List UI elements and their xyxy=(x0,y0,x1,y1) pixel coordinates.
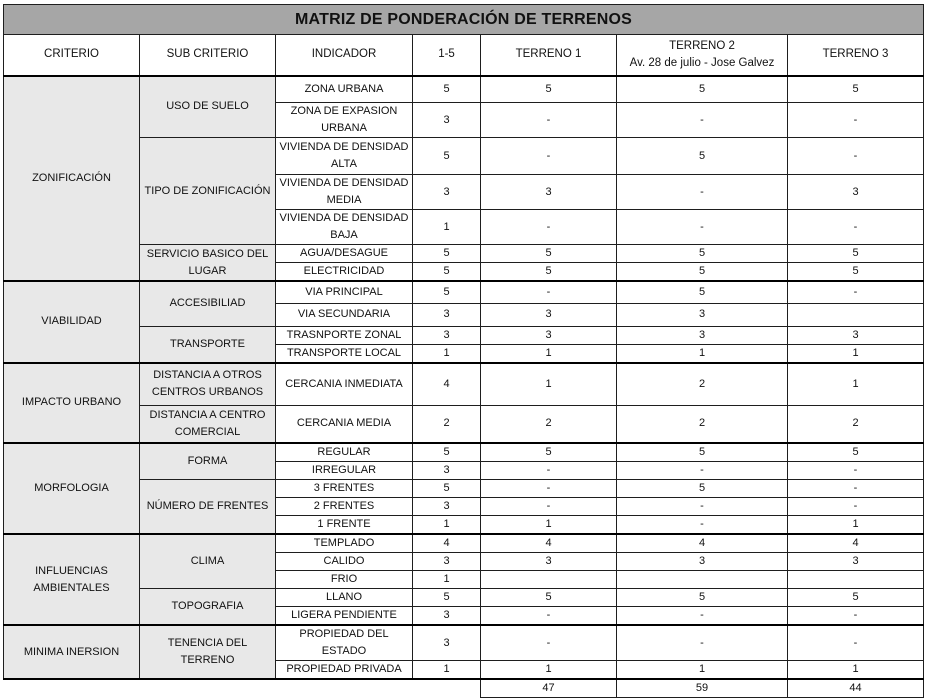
criterion-cell: ZONIFICACIÓN xyxy=(4,76,140,282)
scale-cell: 4 xyxy=(413,534,481,553)
terreno-1-score: - xyxy=(481,497,617,515)
terreno-2-score: 2 xyxy=(617,363,788,406)
terreno-1-score: - xyxy=(481,103,617,138)
terreno-3-score: 3 xyxy=(788,175,924,210)
terreno-2-score: 1 xyxy=(617,661,788,680)
terreno-3-score: - xyxy=(788,625,924,661)
terreno-3-score: - xyxy=(788,461,924,479)
terreno-3-score xyxy=(788,303,924,326)
scale-cell: 3 xyxy=(413,607,481,626)
terreno-1-score: 5 xyxy=(481,76,617,103)
scale-cell: 1 xyxy=(413,210,481,245)
scale-cell: 3 xyxy=(413,175,481,210)
scale-cell: 2 xyxy=(413,406,481,443)
terreno-2-score: - xyxy=(617,210,788,245)
terreno-1-score: 3 xyxy=(481,303,617,326)
subcriterion-cell: SERVICIO BASICO DEL LUGAR xyxy=(140,245,276,282)
terreno-3-score: 2 xyxy=(788,406,924,443)
indicator-cell: LLANO xyxy=(276,589,413,607)
terreno-2-score: 4 xyxy=(617,534,788,553)
weighting-matrix-table xyxy=(3,4,924,698)
terreno-1-score: 5 xyxy=(481,443,617,462)
scale-cell: 5 xyxy=(413,589,481,607)
table-row xyxy=(4,326,924,344)
scale-cell: 5 xyxy=(413,245,481,263)
subcriterion-cell: TOPOGRAFIA xyxy=(140,589,276,626)
empty-cell xyxy=(140,679,276,698)
terreno-3-score: 1 xyxy=(788,515,924,534)
header-indicador: INDICADOR xyxy=(276,35,413,76)
terreno-1-score: 1 xyxy=(481,344,617,363)
criterion-cell: IMPACTO URBANO xyxy=(4,363,140,443)
title-row xyxy=(4,5,924,35)
header-terreno-2-address: Av. 28 de julio - Jose Galvez xyxy=(629,56,775,69)
terreno-2-score: - xyxy=(617,103,788,138)
terreno-1-score: - xyxy=(481,138,617,175)
indicator-cell: FRIO xyxy=(276,571,413,589)
terreno-2-score: 5 xyxy=(617,281,788,303)
terreno-2-score: - xyxy=(617,515,788,534)
table-row xyxy=(4,363,924,406)
header-scale: 1-5 xyxy=(413,35,481,76)
indicator-cell: 1 FRENTE xyxy=(276,515,413,534)
terreno-1-score: 3 xyxy=(481,175,617,210)
indicator-cell: 3 FRENTES xyxy=(276,479,413,497)
terreno-3-score: 5 xyxy=(788,76,924,103)
table-row xyxy=(4,76,924,103)
scale-cell: 3 xyxy=(413,303,481,326)
terreno-1-score: 5 xyxy=(481,589,617,607)
empty-cell xyxy=(276,679,413,698)
terreno-3-score: 1 xyxy=(788,661,924,680)
terreno-3-score: - xyxy=(788,281,924,303)
criterion-cell: INFLUENCIAS AMBIENTALES xyxy=(4,534,140,625)
indicator-cell: VIVIENDA DE DENSIDAD ALTA xyxy=(276,138,413,175)
scale-cell: 1 xyxy=(413,515,481,534)
indicator-cell: VIVIENDA DE DENSIDAD MEDIA xyxy=(276,175,413,210)
terreno-3-score: 3 xyxy=(788,553,924,571)
terreno-3-score: - xyxy=(788,210,924,245)
terreno-2-score: 5 xyxy=(617,76,788,103)
terreno-2-score: - xyxy=(617,625,788,661)
terreno-1-score: - xyxy=(481,461,617,479)
terreno-2-score: 5 xyxy=(617,589,788,607)
indicator-cell: PROPIEDAD DEL ESTADO xyxy=(276,625,413,661)
terreno-3-score: 5 xyxy=(788,443,924,462)
terreno-3-score: - xyxy=(788,607,924,626)
terreno-2-score: 5 xyxy=(617,245,788,263)
indicator-cell: IRREGULAR xyxy=(276,461,413,479)
terreno-2-score xyxy=(617,571,788,589)
terreno-3-score: - xyxy=(788,497,924,515)
subcriterion-cell: FORMA xyxy=(140,443,276,480)
terreno-1-score: 5 xyxy=(481,263,617,282)
indicator-cell: VIA SECUNDARIA xyxy=(276,303,413,326)
terreno-3-score: - xyxy=(788,103,924,138)
terreno-3-score: 5 xyxy=(788,245,924,263)
terreno-1-score: - xyxy=(481,210,617,245)
scale-cell: 3 xyxy=(413,461,481,479)
indicator-cell: VIVIENDA DE DENSIDAD BAJA xyxy=(276,210,413,245)
terreno-3-score: - xyxy=(788,479,924,497)
matrix-title: MATRIZ DE PONDERACIÓN DE TERRENOS xyxy=(4,5,924,35)
terreno-1-score: 1 xyxy=(481,363,617,406)
header-row xyxy=(4,35,924,76)
scale-cell: 3 xyxy=(413,553,481,571)
terreno-1-score xyxy=(481,571,617,589)
scale-cell: 3 xyxy=(413,326,481,344)
indicator-cell: CALIDO xyxy=(276,553,413,571)
indicator-cell: CERCANIA MEDIA xyxy=(276,406,413,443)
header-sub-criterio: SUB CRITERIO xyxy=(140,35,276,76)
terreno-2-score: 5 xyxy=(617,479,788,497)
indicator-cell: LIGERA PENDIENTE xyxy=(276,607,413,626)
scale-cell: 3 xyxy=(413,103,481,138)
terreno-1-score: 1 xyxy=(481,515,617,534)
subcriterion-cell: DISTANCIA A CENTRO COMERCIAL xyxy=(140,406,276,443)
header-terreno-2 xyxy=(617,35,788,76)
subcriterion-cell: CLIMA xyxy=(140,534,276,589)
terreno-1-score: 3 xyxy=(481,326,617,344)
scale-cell: 3 xyxy=(413,497,481,515)
header-criterio: CRITERIO xyxy=(4,35,140,76)
terreno-1-score: 2 xyxy=(481,406,617,443)
scale-cell: 4 xyxy=(413,363,481,406)
terreno-2-score: - xyxy=(617,175,788,210)
subcriterion-cell: NÚMERO DE FRENTES xyxy=(140,479,276,534)
terreno-1-score: 5 xyxy=(481,245,617,263)
terreno-1-score: - xyxy=(481,281,617,303)
scale-cell: 3 xyxy=(413,625,481,661)
terreno-1-score: 1 xyxy=(481,661,617,680)
terreno-2-score: 5 xyxy=(617,443,788,462)
header-terreno-3: TERRENO 3 xyxy=(788,35,924,76)
terreno-3-score: 1 xyxy=(788,344,924,363)
terreno-1-total: 47 xyxy=(481,679,617,698)
scale-cell: 1 xyxy=(413,571,481,589)
terreno-2-score: - xyxy=(617,497,788,515)
subcriterion-cell: DISTANCIA A OTROS CENTROS URBANOS xyxy=(140,363,276,406)
terreno-1-score: - xyxy=(481,607,617,626)
empty-cell xyxy=(413,679,481,698)
terreno-1-score: 3 xyxy=(481,553,617,571)
table-row xyxy=(4,281,924,303)
terreno-2-score: - xyxy=(617,461,788,479)
scale-cell: 5 xyxy=(413,443,481,462)
terreno-3-total: 44 xyxy=(788,679,924,698)
scale-cell: 1 xyxy=(413,661,481,680)
terreno-2-score: 3 xyxy=(617,553,788,571)
terreno-2-score: 3 xyxy=(617,303,788,326)
table-row xyxy=(4,534,924,553)
table-row xyxy=(4,138,924,175)
indicator-cell: ELECTRICIDAD xyxy=(276,263,413,282)
table-row xyxy=(4,406,924,443)
terreno-2-score: 3 xyxy=(617,326,788,344)
table-row xyxy=(4,443,924,462)
indicator-cell: AGUA/DESAGUE xyxy=(276,245,413,263)
table-row xyxy=(4,245,924,263)
table-row xyxy=(4,625,924,661)
indicator-cell: ZONA URBANA xyxy=(276,76,413,103)
criterion-cell: MINIMA INERSION xyxy=(4,625,140,679)
terreno-1-score: - xyxy=(481,479,617,497)
indicator-cell: PROPIEDAD PRIVADA xyxy=(276,661,413,680)
scale-cell: 5 xyxy=(413,76,481,103)
terreno-3-score: 5 xyxy=(788,589,924,607)
terreno-2-score: 5 xyxy=(617,138,788,175)
scale-cell: 5 xyxy=(413,479,481,497)
indicator-cell: VIA PRINCIPAL xyxy=(276,281,413,303)
header-terreno-1: TERRENO 1 xyxy=(481,35,617,76)
scale-cell: 1 xyxy=(413,344,481,363)
subcriterion-cell: TIPO DE ZONIFICACIÓN xyxy=(140,138,276,245)
indicator-cell: ZONA DE EXPASION URBANA xyxy=(276,103,413,138)
terreno-3-score: - xyxy=(788,138,924,175)
terreno-2-score: - xyxy=(617,607,788,626)
indicator-cell: 2 FRENTES xyxy=(276,497,413,515)
indicator-cell: TRANSPORTE LOCAL xyxy=(276,344,413,363)
table-row xyxy=(4,479,924,497)
table-row xyxy=(4,589,924,607)
terreno-3-score xyxy=(788,571,924,589)
scale-cell: 5 xyxy=(413,138,481,175)
terreno-3-score: 3 xyxy=(788,326,924,344)
criterion-cell: VIABILIDAD xyxy=(4,281,140,363)
subcriterion-cell: ACCESIBILIAD xyxy=(140,281,276,326)
terreno-1-score: 4 xyxy=(481,534,617,553)
header-terreno-2-title: TERRENO 2 xyxy=(669,39,735,52)
totals-row xyxy=(4,679,924,698)
terreno-3-score: 1 xyxy=(788,363,924,406)
terreno-2-score: 1 xyxy=(617,344,788,363)
criterion-cell: MORFOLOGIA xyxy=(4,443,140,535)
scale-cell: 5 xyxy=(413,263,481,282)
terreno-2-score: 2 xyxy=(617,406,788,443)
terreno-3-score: 5 xyxy=(788,263,924,282)
empty-cell xyxy=(4,679,140,698)
subcriterion-cell: TENENCIA DEL TERRENO xyxy=(140,625,276,679)
terreno-1-score: - xyxy=(481,625,617,661)
terreno-2-score: 5 xyxy=(617,263,788,282)
terreno-2-total: 59 xyxy=(617,679,788,698)
terreno-3-score: 4 xyxy=(788,534,924,553)
indicator-cell: TRASNPORTE ZONAL xyxy=(276,326,413,344)
indicator-cell: CERCANIA INMEDIATA xyxy=(276,363,413,406)
indicator-cell: REGULAR xyxy=(276,443,413,462)
subcriterion-cell: USO DE SUELO xyxy=(140,76,276,138)
indicator-cell: TEMPLADO xyxy=(276,534,413,553)
scale-cell: 5 xyxy=(413,281,481,303)
subcriterion-cell: TRANSPORTE xyxy=(140,326,276,363)
